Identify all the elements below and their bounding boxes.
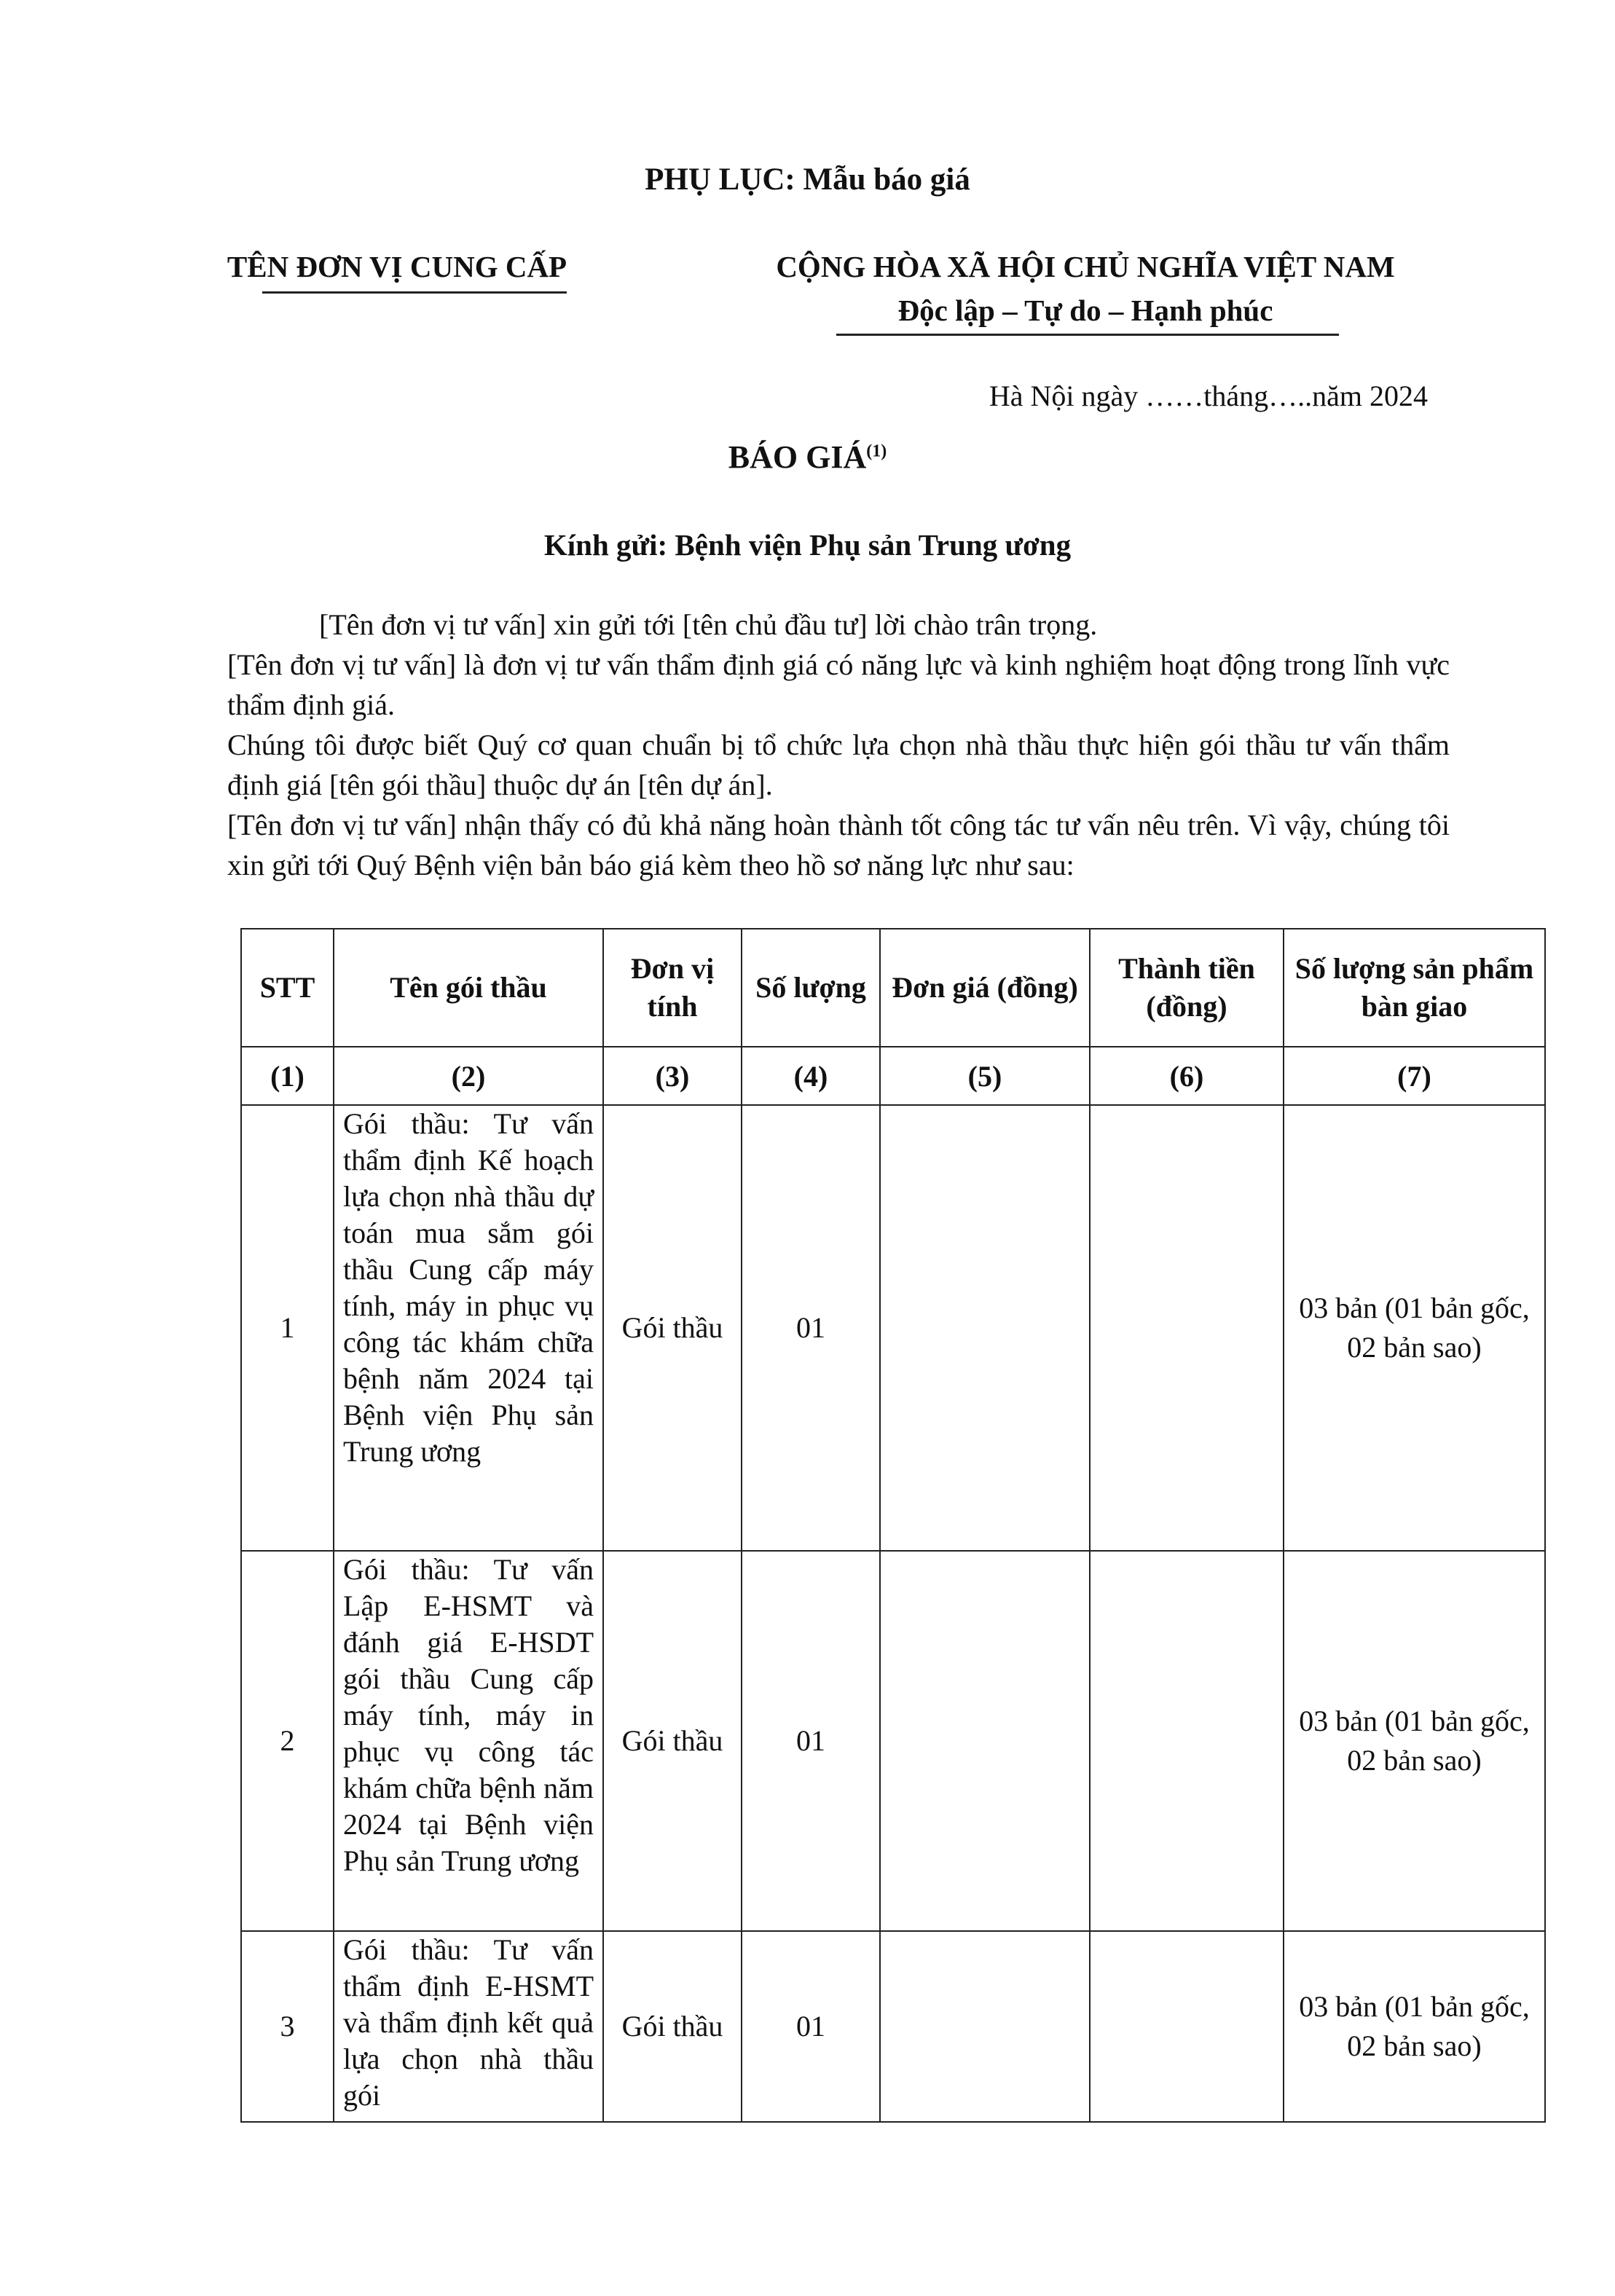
date-line: Hà Nội ngày ……tháng…..năm 2024 [989,380,1428,412]
package-name-cell: Gói thầu: Tư vấn Lập E-HSMT và đánh giá E-HSDT gói thầu Cung cấp máy tính, máy in phục vụ công tác khám chữa bệnh năm 2024 tại Bệnh viện Phụ sản Trung ương [334,1551,603,1931]
total-cell [1090,1931,1284,2122]
index-cell: (2) [334,1047,603,1105]
stt-cell: 1 [241,1105,334,1551]
quantity-cell: 01 [742,1551,880,1931]
package-name-cell: Gói thầu: Tư vấn thẩm định Kế hoạch lựa chọn nhà thầu dự toán mua sắm gói thầu Cung cấp máy tính, máy in phục vụ công tác khám chữa bệnh năm 2024 tại Bệnh viện Phụ sản Trung ương [334,1105,603,1551]
unit-cell: Gói thầu [603,1551,742,1931]
index-cell: (1) [241,1047,334,1105]
table-row [241,1931,1545,2122]
unit-price-cell [880,1105,1090,1551]
index-cell: (6) [1090,1047,1284,1105]
deliverables-cell: 03 bản (01 bản gốc, 02 bản sao) [1284,1105,1545,1551]
appendix-title: PHỤ LỤC: Mẫu báo giá [645,162,970,197]
unit-price-cell [880,1551,1090,1931]
index-cell: (7) [1284,1047,1545,1105]
quantity-cell: 01 [742,1105,880,1551]
nation-title: CỘNG HÒA XÃ HỘI CHỦ NGHĨA VIỆT NAM [776,250,1395,283]
context-paragraph: Chúng tôi được biết Quý cơ quan chuẩn bị tổ chức lựa chọn nhà thầu thực hiện gói thầu tư vấn thẩm định giá [tên gói thầu] thuộc dự án [tên dự án]. [227,728,1450,801]
total-cell [1090,1105,1284,1551]
deliverables-cell: 03 bản (01 bản gốc, 02 bản sao) [1284,1551,1545,1931]
introduction-paragraph: [Tên đơn vị tư vấn] là đơn vị tư vấn thẩm định giá có năng lực và kinh nghiệm hoạt động trong lĩnh vực thẩm định giá. [227,648,1450,721]
nation-motto: Độc lập – Tự do – Hạnh phúc [897,294,1273,327]
index-cell: (3) [603,1047,742,1105]
table-index-row [241,1047,1545,1105]
quote-table [240,928,1546,2123]
quote-title-note: (1) [866,441,887,461]
quote-title [0,439,1615,476]
header-cell-total: Thành tiền (đồng) [1090,929,1284,1047]
index-cell: (4) [742,1047,880,1105]
greeting-paragraph: [Tên đơn vị tư vấn] xin gửi tới [tên chủ đầu tư] lời chào trân trọng. [319,608,1098,641]
stt-cell: 2 [241,1551,334,1931]
unit-cell: Gói thầu [603,1931,742,2122]
supplier-underline [262,291,567,294]
deliverables-cell: 03 bản (01 bản gốc, 02 bản sao) [1284,1931,1545,2122]
header-cell-quantity: Số lượng [742,929,880,1047]
stt-cell: 3 [241,1931,334,2122]
package-name-cell: Gói thầu: Tư vấn thẩm định E-HSMT và thẩm định kết quả lựa chọn nhà thầu gói [334,1931,603,2122]
table-row [241,1105,1545,1551]
index-cell: (5) [880,1047,1090,1105]
header-cell-unit-price: Đơn giá (đồng) [880,929,1090,1047]
motto-underline [836,334,1339,336]
quote-title-text: BÁO GIÁ [728,439,867,475]
unit-cell: Gói thầu [603,1105,742,1551]
header-cell-unit: Đơn vị tính [603,929,742,1047]
table-header-row [241,929,1545,1047]
total-cell [1090,1551,1284,1931]
header-cell-package-name: Tên gói thầu [334,929,603,1047]
header-cell-stt: STT [241,929,334,1047]
header-cell-deliverables: Số lượng sản phẩm bàn giao [1284,929,1545,1047]
quantity-cell: 01 [742,1931,880,2122]
recipient-line: Kính gửi: Bệnh viện Phụ sản Trung ương [543,528,1072,562]
offer-paragraph: [Tên đơn vị tư vấn] nhận thấy có đủ khả năng hoàn thành tốt công tác tư vấn nêu trên. Vì vậy, chúng tôi xin gửi tới Quý Bệnh viện bản báo giá kèm theo hồ sơ năng lực như sau: [227,809,1450,881]
supplier-name: TÊN ĐƠN VỊ CUNG CẤP [227,250,567,283]
unit-price-cell [880,1931,1090,2122]
table-row [241,1551,1545,1931]
